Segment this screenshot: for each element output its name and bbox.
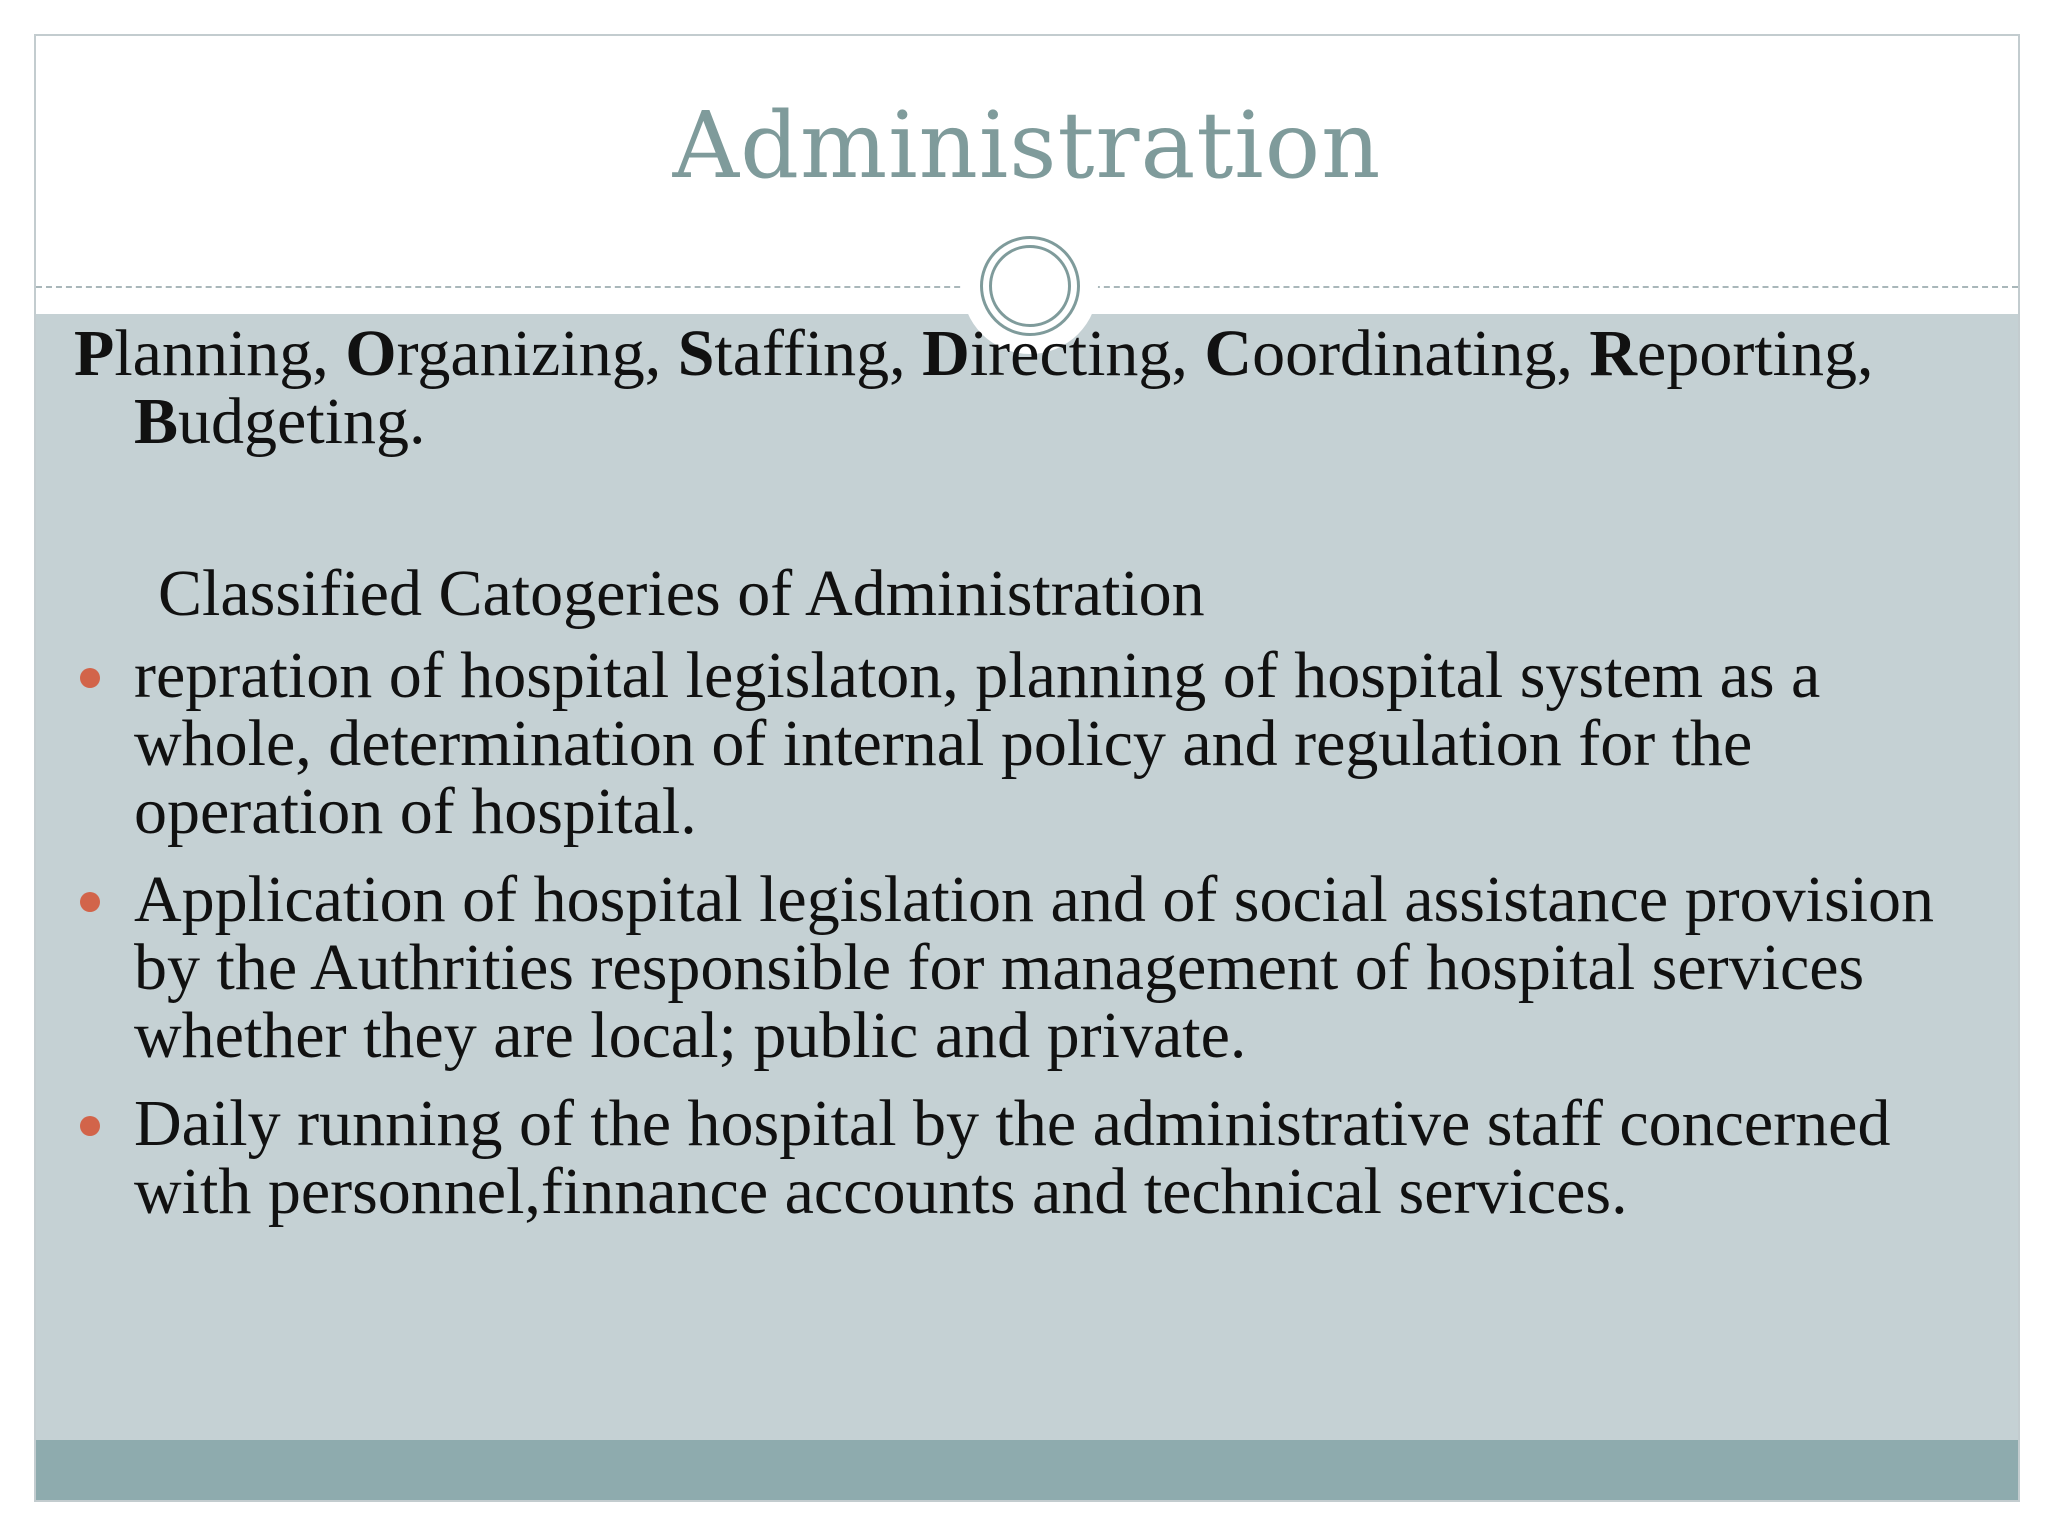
intro-initial: O xyxy=(345,317,397,390)
list-item xyxy=(74,863,1994,1072)
intro-initial: P xyxy=(74,317,115,390)
intro-word-rest: irecting, xyxy=(969,317,1205,390)
bullet-text: repration of hospital legislaton, planning of hospital system as a whole, determination of internal policy and regulation for the operation of hospital. xyxy=(134,639,1821,848)
intro-initial: R xyxy=(1589,317,1638,390)
intro-initial: S xyxy=(677,317,715,390)
slide-body xyxy=(74,317,1994,1246)
bullet-text: Daily running of the hospital by the administrative staff concerned with personnel,finnance accounts and technical services. xyxy=(134,1087,1891,1228)
intro-word-rest: oordinating, xyxy=(1252,317,1590,390)
intro-word-rest: udgeting. xyxy=(178,385,426,458)
bullet-dot-icon xyxy=(80,1116,100,1136)
slide xyxy=(34,34,2020,1502)
intro-initial: C xyxy=(1204,317,1253,390)
slide-title: Administration xyxy=(672,92,1382,199)
bullet-dot-icon xyxy=(80,892,100,912)
intro-paragraph xyxy=(74,317,1994,458)
bullet-dot-icon xyxy=(80,668,100,688)
intro-word-rest: lanning, xyxy=(114,317,346,390)
intro-word-rest: eporting, xyxy=(1637,317,1874,390)
list-item xyxy=(74,639,1994,848)
intro-initial: B xyxy=(134,385,179,458)
circle-inner xyxy=(989,245,1071,327)
bullet-list xyxy=(74,639,1994,1228)
list-item xyxy=(74,1087,1994,1228)
subheading: Classified Catogeries of Administration xyxy=(158,557,1205,630)
intro-word-rest: rganizing, xyxy=(396,317,678,390)
intro-initial: D xyxy=(922,317,970,390)
intro-word-rest: taffing, xyxy=(714,317,923,390)
bullet-text: Application of hospital legislation and of social assistance provision by the Authrities responsible for management of hospital services whether they are local; public and private. xyxy=(134,863,1934,1072)
footer-bar xyxy=(36,1440,2018,1502)
